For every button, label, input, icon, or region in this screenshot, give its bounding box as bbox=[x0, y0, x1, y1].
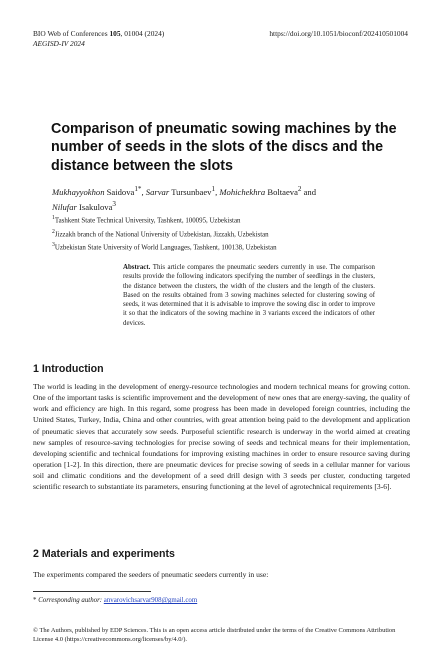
author: Nilufar Isakulova$^3$ bbox=[52, 200, 116, 213]
running-header bbox=[33, 29, 164, 49]
author: Mukhayyokhon Saidova$^{1*}$, bbox=[52, 185, 146, 197]
footnote-divider bbox=[33, 591, 151, 592]
affiliation: $^2$Jizzakh branch of the National University of Uzbekistan, Jizzakh, Uzbekistan bbox=[52, 228, 269, 238]
materials-paragraph: The experiments compared the seeders of pneumatic seeders currently in use: bbox=[33, 570, 269, 579]
journal-citation: BIO Web of Conferences 105, 01004 (2024) bbox=[33, 29, 165, 38]
abstract-label: Abstract. bbox=[123, 264, 151, 271]
affiliation: $^3$Uzbekistan State University of World Languages, Tashkent, 100138, Uzbekistan bbox=[52, 242, 277, 252]
section-heading-materials: 2 Materials and experiments bbox=[33, 548, 175, 560]
author: Sarvar Tursunbaev$^1$, bbox=[145, 185, 220, 197]
affiliation: $^1$Tashkent State Technical University, Tashkent, 100095, Uzbekistan bbox=[52, 215, 241, 225]
paper-title: Comparison of pneumatic sowing machines by the number of seeds in the slots of the discs and the distance between the slots bbox=[51, 121, 397, 174]
doi-link[interactable]: https://doi.org/10.1051/bioconf/202410501004 bbox=[269, 29, 408, 38]
abstract-text: This article compares the pneumatic seeders currently in use. The comparison results provide the following indicators specifying the number of seedlings in the clusters, the distance between the clusters, the width of the clusters and the length of the clusters. Based on the results obtained from 3 sowing machines selected for clustering sowing of seeds, it was determined that it is advisable to improve the sowing disc in order to improve it so that the indicators of the sowing machine in 3 variants exceed the indicators of other devices. bbox=[123, 264, 375, 327]
email-link[interactable]: anvarovichsarvar908@gmail.com bbox=[103, 597, 198, 604]
author: Mohichekhra Boltaeva$^2$ and bbox=[219, 185, 317, 197]
introduction-paragraph: The world is leading in the development of energy-resource technologies and modern technical means for growing cotton. One of the important tasks is scientific improvement and the development of new ones that are energy-saving, the quality of work and efficiency are high. In this regard, some progress has been made in developed foreign countries, including the United States, Turkey, India, China and other countries, with great attention being paid to the development and application of pneumatic sieves that accurately sow seeds. Purposeful scientific research is underway in the world aimed at creating new samples of resource-saving technologies for precise sowing of seeds and technical means for their implementation, developing scientific and technical foundations for improving existing machines in order to ensure resource saving during operation [1-2]. In this direction, there are pneumatic devices for precise sowing of seeds in a cellular manner for various soil and climatic conditions and the development of a seed drill design with 3 seeds per cluster, conducting targeted scientific research to substantiate its parameters, ensuring functioning at the level of agrotechnical requirements [3-6]. bbox=[33, 382, 410, 492]
license-notice: © The Authors, published by EDP Sciences. This is an open access article distributed under the terms of the Creative Commons Attribution License 4.0 (https://creativecommons.org/licenses/by/4.0/). bbox=[33, 627, 396, 643]
conference-name: AEGISD-IV 2024 bbox=[33, 39, 85, 48]
author-list bbox=[52, 183, 412, 214]
footnote: * Corresponding author: anvarovichsarvar908@gmail.com bbox=[33, 597, 198, 604]
affiliation-list bbox=[52, 213, 422, 254]
abstract bbox=[123, 263, 375, 328]
section-heading-introduction: 1 Introduction bbox=[33, 363, 104, 375]
